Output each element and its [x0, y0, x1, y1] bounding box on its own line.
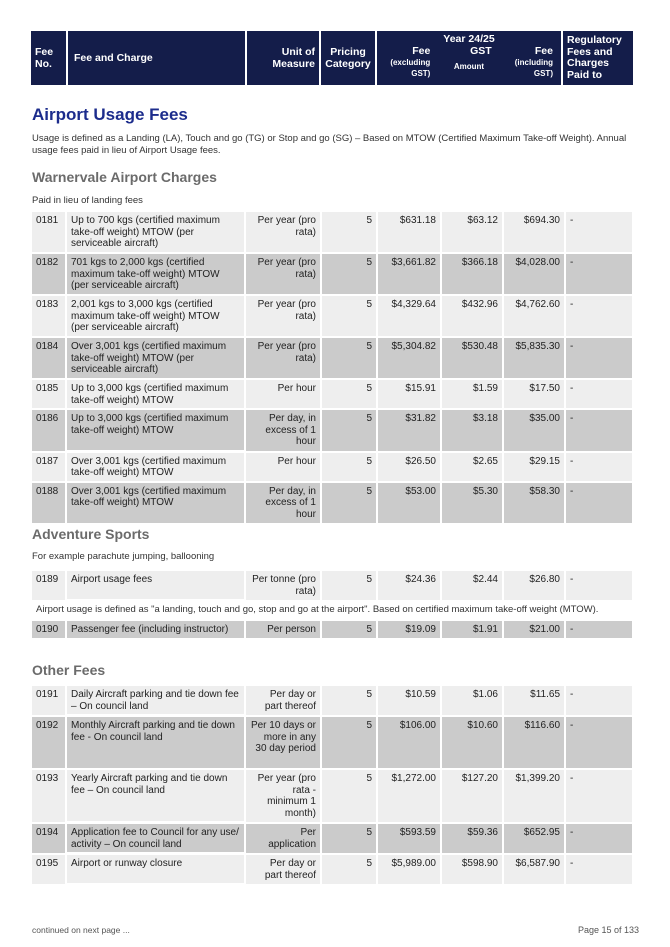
header-year: Year 24/25 — [443, 33, 495, 45]
table-row: 0188 Over 3,001 kgs (certified maximum take-off weight) MTOW Per day, in excess of 1 hour 5 $53.00 $5.30 $58.30 - — [32, 483, 638, 524]
table-row: 0190 Passenger fee (including instructor) Per person 5 $19.09 $1.91 $21.00 - — [32, 621, 638, 639]
table-row: 0184 Over 3,001 kgs (certified maximum take-off weight) MTOW (per serviceable aircraft) Per year (pro rata) 5 $5,304.82 $530.48 $5,835.30 - — [32, 338, 638, 378]
header-year-group — [377, 31, 561, 85]
adventure-table — [32, 571, 638, 640]
section-title: Airport Usage Fees — [32, 105, 188, 124]
table-row: 0181 Up to 700 kgs (certified maximum take-off weight) MTOW (per serviceable aircraft) Per year (pro rata) 5 $631.18 $63.12 $694.30 - — [32, 212, 638, 252]
warnervale-title: Warnervale Airport Charges — [32, 169, 217, 185]
other-table — [32, 686, 638, 886]
table-row: 0191 Daily Aircraft parking and tie down fee – On council land Per day or part thereof 5 $10.59 $1.06 $11.65 - — [32, 686, 638, 715]
table-row: 0183 2,001 kgs to 3,000 kgs (certified maximum take-off weight) MTOW (per serviceable aircraft) Per year (pro rata) 5 $4,329.64 $432.96 $4,762.60 - — [32, 296, 638, 336]
footer-page-number: Page 15 of 133 — [577, 925, 639, 935]
table-row: 0182 701 kgs to 2,000 kgs (certified maximum take-off weight) MTOW (per serviceable aircraft) Per year (pro rata) 5 $3,661.82 $366.18 $4,028.00 - — [32, 254, 638, 294]
header-fee-incl: Fee (including GST) — [514, 45, 553, 78]
header-unit-of-measure: Unit of Measure — [247, 31, 319, 85]
section-intro: Usage is defined as a Landing (LA), Touch and go (TG) or Stop and go (SG) – Based on MTOW (Certified Maximum Take-off Weight). Annual usage fees paid in lieu of Airport Usage fees. — [32, 133, 627, 156]
adventure-note: Airport usage is defined as "a landing, touch and go, stop and go at the airport". Based on certified maximum take-off weight (MTOW). — [36, 604, 599, 615]
header-fee-and-charge: Fee and Charge — [68, 31, 245, 85]
other-title: Other Fees — [32, 662, 106, 678]
table-row: 0194 Application fee to Council for any use/ activity – On council land Per application 5 $593.59 $59.36 $652.95 - — [32, 824, 638, 853]
header-pricing-category: Pricing Category — [321, 31, 375, 85]
header-fee-excl: Fee (excluding GST) — [390, 45, 431, 78]
header-regulatory: Regulatory Fees and Charges Paid to — [563, 31, 633, 85]
warnervale-table — [32, 212, 638, 525]
table-row: 0185 Up to 3,000 kgs (certified maximum take-off weight) MTOW Per hour 5 $15.91 $1.59 $17.50 - — [32, 380, 638, 408]
adventure-intro: For example parachute jumping, ballooning — [32, 551, 215, 562]
warnervale-intro: Paid in lieu of landing fees — [32, 195, 143, 206]
table-row: 0195 Airport or runway closure Per day or part thereof 5 $5,989.00 $598.90 $6,587.90 - — [32, 855, 638, 884]
table-row: 0187 Over 3,001 kgs (certified maximum take-off weight) MTOW Per hour 5 $26.50 $2.65 $29.15 - — [32, 453, 638, 481]
footer-continued: continued on next page ... — [32, 925, 130, 935]
table-row: 0193 Yearly Aircraft parking and tie down fee – On council land Per year (pro rata - minimum 1 month) 5 $1,272.00 $127.20 $1,399.20 - — [32, 770, 638, 822]
table-header — [31, 31, 639, 85]
table-row: 0192 Monthly Aircraft parking and tie down fee - On council land Per 10 days or more in any 30 day period 5 $106.00 $10.60 $116.60 - — [32, 717, 638, 768]
header-fee-no: Fee No. — [31, 31, 66, 85]
header-gst: GST Amount — [453, 45, 492, 71]
adventure-title: Adventure Sports — [32, 526, 150, 542]
table-row: 0189 Airport usage fees Per tonne (pro rata) 5 $24.36 $2.44 $26.80 - — [32, 571, 638, 600]
table-row: 0186 Up to 3,000 kgs (certified maximum take-off weight) MTOW Per day, in excess of 1 hour 5 $31.82 $3.18 $35.00 - — [32, 410, 638, 451]
